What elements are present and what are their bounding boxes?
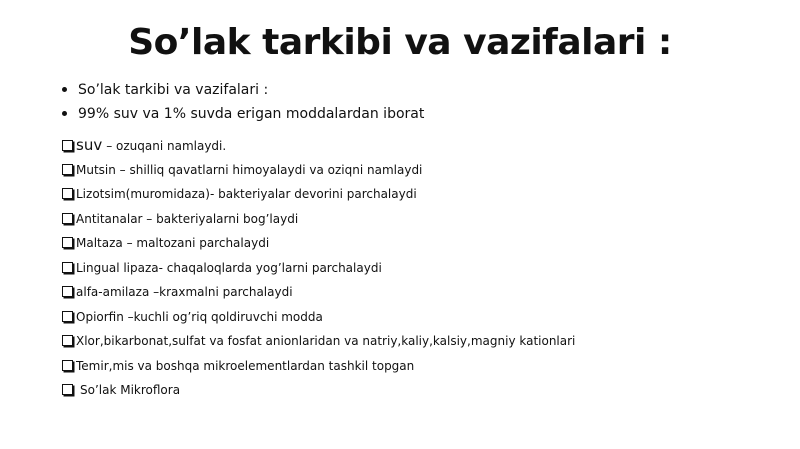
list-item-lead: suv [76,136,103,154]
list-item [62,354,575,379]
bullet-dot-icon [62,87,67,92]
checkbox-square-icon [62,335,73,346]
bullet-item [62,78,424,102]
list-item-text: Maltaza – maltozani parchalaydi [76,236,270,250]
list-item [62,231,575,256]
checkbox-square-icon [62,213,73,224]
list-item-text: Opiorfin –kuchli og’riq qoldiruvchi modda [76,309,323,324]
checkbox-square-icon [62,311,73,322]
bullet-text: 99% suv va 1% suvda erigan moddalardan iborat [78,106,425,122]
list-item [62,256,575,281]
list-item-text: Xlor,bikarbonat,sulfat va fosfat anionlaridan va natriy,kaliy,kalsiy,magniy kationlari [76,334,576,348]
list-item-text: Lingual lipaza- chaqaloqlarda yog’larni parchalaydi [76,260,382,275]
list-item-text: alfa-amilaza –kraxmalni parchalaydi [76,285,293,299]
slide-title: So’lak tarkibi va vazifalari : [128,22,672,63]
checkbox-square-icon [62,140,73,151]
list-item-text: Antitanalar – bakteriyalarni bog’laydi [76,211,299,226]
list-item [62,378,575,403]
bullet-list [62,78,424,126]
checkbox-square-icon [62,237,73,248]
checkbox-square-icon [62,188,73,199]
list-item-text: Lizotsim(muromidaza)- bakteriyalar devorini parchalaydi [76,187,417,201]
checkbox-list [62,133,575,403]
checkbox-square-icon [62,384,73,395]
checkbox-square-icon [62,262,73,273]
list-item-text: Mutsin – shilliq qavatlarni himoyalaydi va oziqni namlaydi [76,162,423,177]
list-item [62,305,575,330]
checkbox-square-icon [62,164,73,175]
list-item [62,182,575,207]
bullet-item [62,102,424,126]
bullet-text: So’lak tarkibi va vazifalari : [78,82,269,98]
bullet-dot-icon [62,111,67,116]
list-item [62,207,575,232]
list-item [62,133,575,158]
checkbox-square-icon [62,286,73,297]
list-item [62,280,575,305]
list-item-text: So’lak Mikroflora [80,383,181,397]
checkbox-square-icon [62,360,73,371]
list-item [62,158,575,183]
list-item-text: Temir,mis va boshqa mikroelementlardan tashkil topgan [76,358,415,373]
list-item-text: – ozuqani namlaydi. [106,139,227,153]
list-item [62,329,575,354]
